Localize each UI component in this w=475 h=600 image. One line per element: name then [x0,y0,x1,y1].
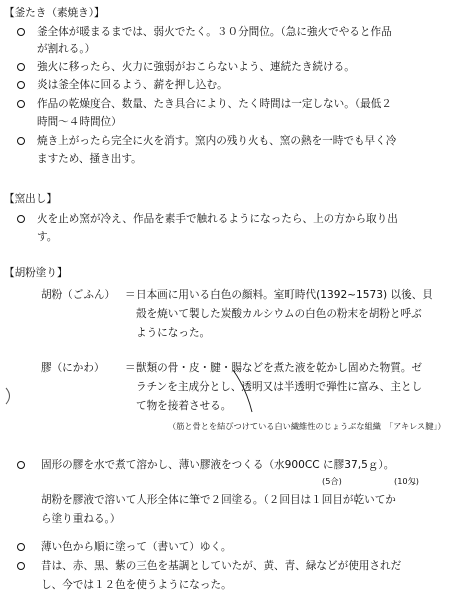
def-gofun-line-1: 日本画に用いる白色の顔料。室町時代(1392~1573) 以後、貝 [136,289,433,301]
margin-bracket-mark [6,388,10,404]
annotation-arrow-line [233,370,252,412]
kamataki-item-4-line-1: 作品の乾燥度合、数量、たき具合により、たく時間は一定しない。（最低２ [37,98,392,110]
gofun-item-2-line-1: 胡粉を膠液で溶いて人形全体に筆で２回塗る。（２回目は１回目が乾いてか [41,494,396,506]
gofun-item-2-line-2: ら塗り重ねる。） [41,513,121,525]
bullet-circle [17,461,25,469]
def-gofun-line-3: ようになった。 [136,327,211,339]
annotation-10monme: (10匁) [394,476,419,486]
kamataki-item-5-line-2: ますため、掻き出す。 [37,153,142,165]
def-nikawa-line-3: て物を接着させる。 [136,400,232,412]
section-heading-gofun: 【胡粉塗り】 [4,267,68,279]
kamataki-item-4-line-2: 時間〜４時間位） [37,116,122,128]
bullet-circle [17,28,25,36]
term-gofun: 胡粉（ごふん） [41,289,116,301]
kamataki-item-5-line-1: 焼き上がったら完全に火を消す。窯内の残り火も、窯の熱を一時でも早く冷 [37,135,397,147]
annotation-marks [0,360,475,420]
gofun-item-1-line-1: 固形の膠を水で煮て溶かし、薄い膠液をつくる（水900CC に膠37,5ｇ）。 [41,459,395,471]
bullet-circle [17,137,25,145]
bullet-circle [17,81,25,89]
equals-sign: ＝ [125,362,136,374]
kamataki-item-1-line-1: 釜全体が暖まるまでは、弱火でたく。３０分間位。（急に強火でやると作品 [37,26,392,38]
gofun-item-3-line-1: 薄い色から順に塗って（書いて）ゆく。 [41,541,232,553]
def-gofun-line-2: 殻を焼いて製した炭酸カルシウムの白色の粉末を胡粉と呼ぶ [136,308,422,320]
bullet-circle [17,63,25,71]
bullet-circle [17,215,25,223]
nikawa-footnote: （筋と骨とを結びつけている白い繊維性のじょうぶな組織 「アキレス腱」） [168,421,446,431]
section-heading-kamataki: 【釜たき（素焼き）】 [4,7,105,19]
bullet-circle [17,543,25,551]
term-nikawa: 膠（にかわ） [41,362,105,374]
kamadashi-item-1-line-1: 火を止め窯が冷え、作品を素手で触れるようになったら、上の方から取り出 [37,213,398,225]
kamataki-item-2-line-1: 強火に移ったら、火力に強弱がおこらないよう、連続たき続ける。 [37,61,355,73]
gofun-item-4-line-1: 昔は、赤、黒、紫の三色を基調としていたが、黄、青、緑などが使用されだ [41,560,402,572]
kamataki-item-3-line-1: 炎は釜全体に回るよう、薪を押し込む。 [37,79,228,91]
bullet-circle [17,100,25,108]
annotation-5go: (5合) [322,476,342,486]
def-nikawa-line-1: 獣類の骨・皮・腱・腸などを煮た液を乾かし固めた物質。ゼ [136,362,423,374]
def-nikawa-line-2: ラチンを主成分とし、透明又は半透明で弾性に富み、主とし [136,381,423,393]
section-heading-kamadashi: 【窯出し】 [4,193,57,205]
bullet-circle [17,562,25,570]
gofun-item-4-line-2: し、今では１２色を使うようになった。 [41,579,232,591]
kamadashi-item-1-line-2: す。 [37,231,58,243]
kamataki-item-1-line-2: が割れる。） [37,43,96,55]
equals-sign: ＝ [125,289,136,301]
